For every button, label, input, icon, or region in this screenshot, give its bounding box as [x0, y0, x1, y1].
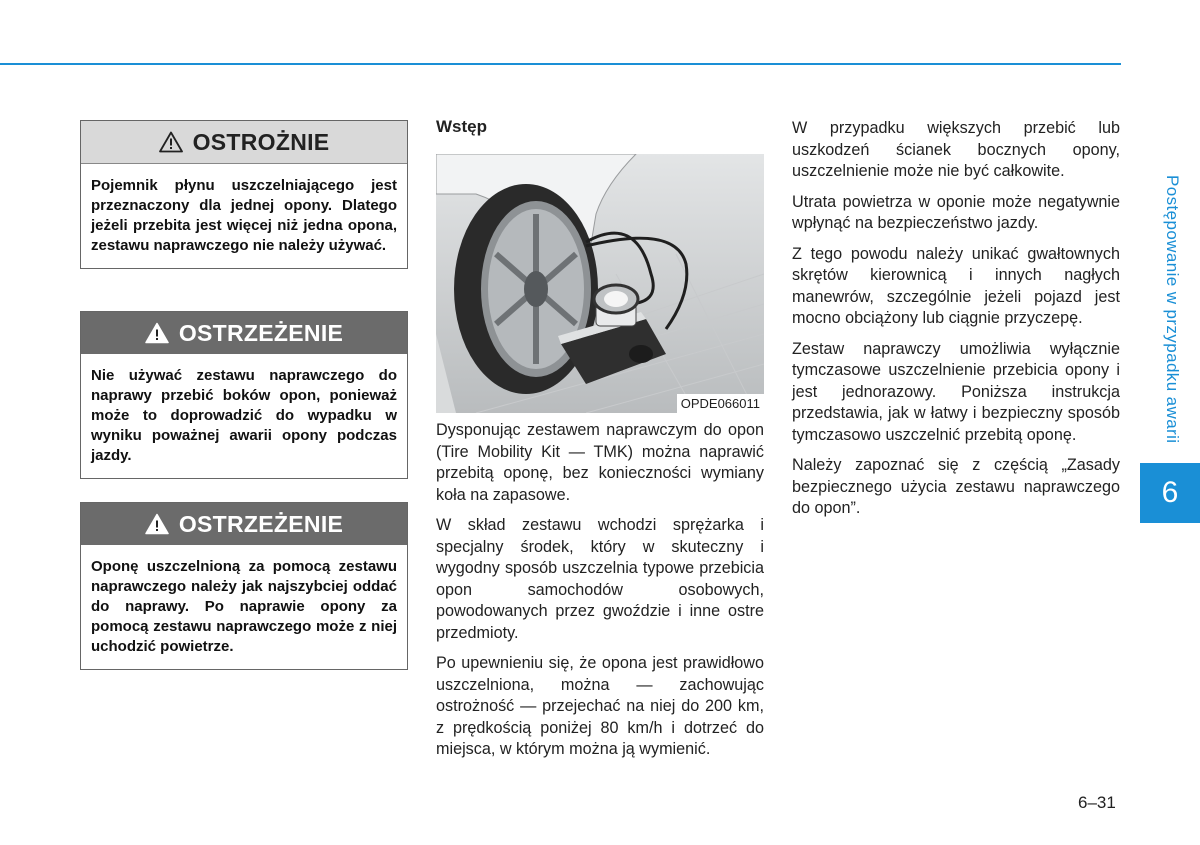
warning-box-1 [80, 311, 408, 479]
caution-header [81, 121, 407, 164]
tire-kit-illustration [436, 154, 764, 413]
caution-text: Pojemnik płynu uszczelniającego jest przeznaczony dla jednej opony. Dlatego jeżeli przebita jest więcej niż jedna opona, zestawu naprawczego nie należy używać. [91, 177, 397, 254]
warning-title-2: OSTRZEŻENIE [178, 510, 344, 537]
warning-box-2 [80, 502, 408, 670]
tire-repair-kit-photo [436, 154, 764, 413]
section-title: Wstęp [436, 117, 487, 136]
caution-title: OSTROŻNIE [192, 128, 330, 155]
warning-triangle-icon [145, 513, 169, 535]
warning-header-2 [81, 503, 407, 545]
chapter-number: 6 [1140, 463, 1200, 523]
paragraph: Zestaw naprawczy umożliwia wyłącznie tymczasowe uszczelnienie przebicia opony i jest jednorazowy. Poniższa instrukcja przedstawia, jak w łatwy i bezpieczny sposób tymczasowo uszczelnić przebitą oponę. [792, 339, 1120, 444]
warning-header-1 [81, 312, 407, 354]
warning-triangle-icon [145, 322, 169, 344]
warning-text-2: Oponę uszczelnioną za pomocą zestawu naprawczego należy jak najszybciej oddać do naprawy. Po naprawie opony za pomocą zestawu naprawczego może z niej uchodzić powietrze. [91, 558, 397, 655]
paragraph: W przypadku większych przebić lub uszkodzeń ścianek bocznych opony, uszczelnienie może nie być całkowite. [792, 119, 1120, 180]
warning-title-1: OSTRZEŻENIE [178, 319, 344, 346]
paragraph: Utrata powietrza w oponie może negatywnie wpłynąć na bezpieczeństwo jazdy. [792, 192, 1120, 232]
image-code: OPDE066011 [677, 394, 764, 413]
paragraph: Po upewnieniu się, że opona jest prawidłowo uszczelniona, można — zachowując ostrożność — przejechać na niej do 200 km, z prędkością poniżej 80 km/h i dotrzeć do miejsca, w którym można ją wymienić. [436, 654, 764, 758]
caution-box [80, 120, 408, 269]
header-rule [0, 63, 1121, 65]
paragraph: W skład zestawu wchodzi sprężarka i specjalny środek, który w skuteczny i wygodny sposób uszczelnia typowe przebicia opon samochodów osobowych, powodowanych przez gwoździe i inne ostre przedmioty. [436, 516, 764, 642]
paragraph: Należy zapoznać się z częścią „Zasady bezpiecznego użycia zestawu naprawczego do opon”. [792, 456, 1120, 517]
chapter-title: Postępowanie w przypadku awarii [1163, 175, 1182, 444]
right-column [792, 118, 1120, 529]
warning-triangle-icon [159, 131, 183, 153]
paragraph: Z tego powodu należy unikać gwałtownych skrętów kierownicą i innych nagłych manewrów, szczególnie jeżeli pojazd jest mocno obciążony lub ciągnie przyczepę. [792, 244, 1120, 327]
warning-text-1: Nie używać zestawu naprawczego do naprawy przebić boków opon, ponieważ może to doprowadzić do wypadku w wyniku poważnej awarii opony podczas jazdy. [91, 367, 397, 464]
page-number: 6–31 [1078, 793, 1116, 812]
middle-column [436, 420, 764, 770]
paragraph: Dysponując zestawem naprawczym do opon (Tire Mobility Kit — TMK) można naprawić przebitą oponę, bez konieczności wymiany koła na zapasowe. [436, 421, 764, 504]
